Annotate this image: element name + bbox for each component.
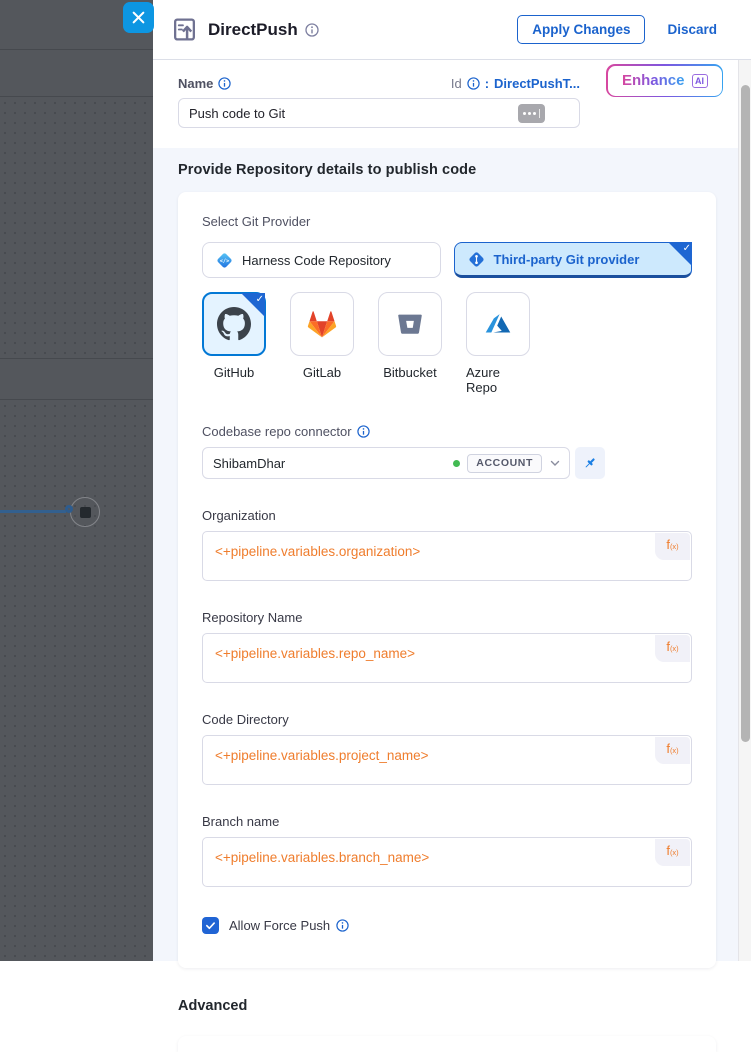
close-panel-button[interactable] <box>123 2 154 33</box>
scrollbar-thumb[interactable] <box>741 85 750 742</box>
selected-check-icon <box>668 242 692 266</box>
field-group-branch-name <box>202 814 692 887</box>
organization-input[interactable] <box>202 531 692 581</box>
provider-label-azure-repo: Azure Repo <box>466 365 500 395</box>
provider-tile-gitlab[interactable] <box>290 292 354 356</box>
connector-value: ShibamDhar <box>213 455 286 471</box>
expression-fx-icon[interactable]: f (x) <box>655 635 690 662</box>
name-edit-ellipsis-icon[interactable] <box>518 104 545 123</box>
branch-name-value: <+pipeline.variables.branch_name> <box>215 850 430 865</box>
enhance-label: Enhance <box>621 72 685 89</box>
step-id-group <box>451 76 580 91</box>
canvas-mid-band <box>0 360 153 400</box>
organization-value: <+pipeline.variables.organization> <box>215 544 421 559</box>
branch-name-input[interactable] <box>202 837 692 887</box>
azure-repo-icon <box>482 308 514 340</box>
discard-button[interactable]: Discard <box>667 22 717 37</box>
connector-input[interactable] <box>202 447 570 479</box>
field-label: Branch name <box>202 814 280 829</box>
field-label: Organization <box>202 508 276 523</box>
expression-fx-icon[interactable]: f (x) <box>655 737 690 764</box>
direct-push-step-icon <box>171 16 198 43</box>
force-push-label: Allow Force Push <box>229 918 331 933</box>
pin-connector-button[interactable] <box>575 447 605 479</box>
repository-name-value: <+pipeline.variables.repo_name> <box>215 646 416 661</box>
connector-info-icon[interactable] <box>357 425 370 438</box>
tab-label: Third-party Git provider <box>493 251 640 267</box>
id-value[interactable]: DirectPushT... <box>494 76 580 91</box>
connector-label: Codebase repo connector <box>202 424 352 439</box>
gitlab-icon <box>305 307 339 341</box>
provider-label-bitbucket: Bitbucket <box>383 365 437 380</box>
code-directory-value: <+pipeline.variables.project_name> <box>215 748 429 763</box>
git-branch-icon <box>467 250 486 269</box>
pipeline-canvas[interactable] <box>0 0 153 961</box>
allow-force-push-checkbox[interactable] <box>202 917 219 934</box>
bitbucket-icon <box>395 309 425 339</box>
field-group-repository-name <box>202 610 692 683</box>
git-provider-tab-row <box>202 242 692 278</box>
advanced-section-heading[interactable]: Advanced <box>178 998 248 1014</box>
provider-label-gitlab: GitLab <box>302 365 342 380</box>
force-push-info-icon[interactable] <box>336 919 349 932</box>
expression-fx-icon[interactable]: f (x) <box>655 839 690 866</box>
pushpin-icon <box>582 455 598 471</box>
provider-tile-bitbucket[interactable] <box>378 292 442 356</box>
step-config-panel <box>153 0 751 1014</box>
tab-third-party-git-provider[interactable] <box>454 242 693 278</box>
step-info-icon[interactable] <box>305 23 319 37</box>
panel-scroll-content <box>153 148 751 1052</box>
advanced-card <box>178 1036 716 1052</box>
name-label-group <box>178 76 231 91</box>
pipeline-end-node[interactable] <box>70 497 100 527</box>
git-provider-label: Select Git Provider <box>202 214 311 229</box>
chevron-down-icon[interactable] <box>549 457 561 469</box>
id-info-icon[interactable] <box>467 77 480 90</box>
field-label: Repository Name <box>202 610 303 625</box>
connector-field-group <box>202 424 692 479</box>
tab-label: Harness Code Repository <box>242 252 391 268</box>
canvas-dot-grid-upper <box>0 98 153 359</box>
end-node-square-icon <box>80 507 91 518</box>
field-group-organization <box>202 508 692 581</box>
close-icon <box>132 11 145 24</box>
repository-name-input[interactable] <box>202 633 692 683</box>
check-icon <box>205 920 216 931</box>
canvas-stage-band <box>0 51 153 97</box>
repository-details-card <box>178 192 716 968</box>
name-info-icon[interactable] <box>218 77 231 90</box>
provider-label-github: GitHub <box>213 365 255 380</box>
pipeline-node-port[interactable] <box>65 505 73 513</box>
svg-text:</>: </> <box>219 258 230 265</box>
apply-changes-button[interactable]: Apply Changes <box>517 15 645 44</box>
code-directory-input[interactable] <box>202 735 692 785</box>
connector-scope-badge: ACCOUNT <box>467 454 542 473</box>
field-group-code-directory <box>202 712 692 785</box>
harness-code-icon <box>215 251 234 270</box>
id-label: Id <box>450 76 462 91</box>
field-label: Code Directory <box>202 712 289 727</box>
ai-badge: AI <box>692 74 708 88</box>
force-push-row <box>202 917 692 934</box>
connector-status-dot <box>453 460 460 467</box>
canvas-dot-grid-lower <box>0 401 153 961</box>
name-input-value: Push code to Git <box>189 105 286 121</box>
id-separator: : <box>484 76 490 91</box>
selected-check-icon <box>241 293 265 317</box>
name-label: Name <box>178 76 214 91</box>
enhance-ai-button[interactable] <box>606 64 723 97</box>
provider-tile-github[interactable] <box>202 292 266 356</box>
provider-tile-azure-repo[interactable] <box>466 292 530 356</box>
provider-tile-row <box>202 292 692 395</box>
name-input[interactable] <box>178 98 580 128</box>
panel-header <box>153 0 751 60</box>
repository-section-heading: Provide Repository details to publish code <box>178 162 477 178</box>
name-section <box>153 60 751 148</box>
step-title: DirectPush <box>208 19 298 39</box>
panel-scrollbar[interactable] <box>738 60 751 961</box>
tab-harness-code-repository[interactable] <box>202 242 441 278</box>
expression-fx-icon[interactable]: f (x) <box>655 533 690 560</box>
pipeline-edge-line <box>0 510 66 513</box>
